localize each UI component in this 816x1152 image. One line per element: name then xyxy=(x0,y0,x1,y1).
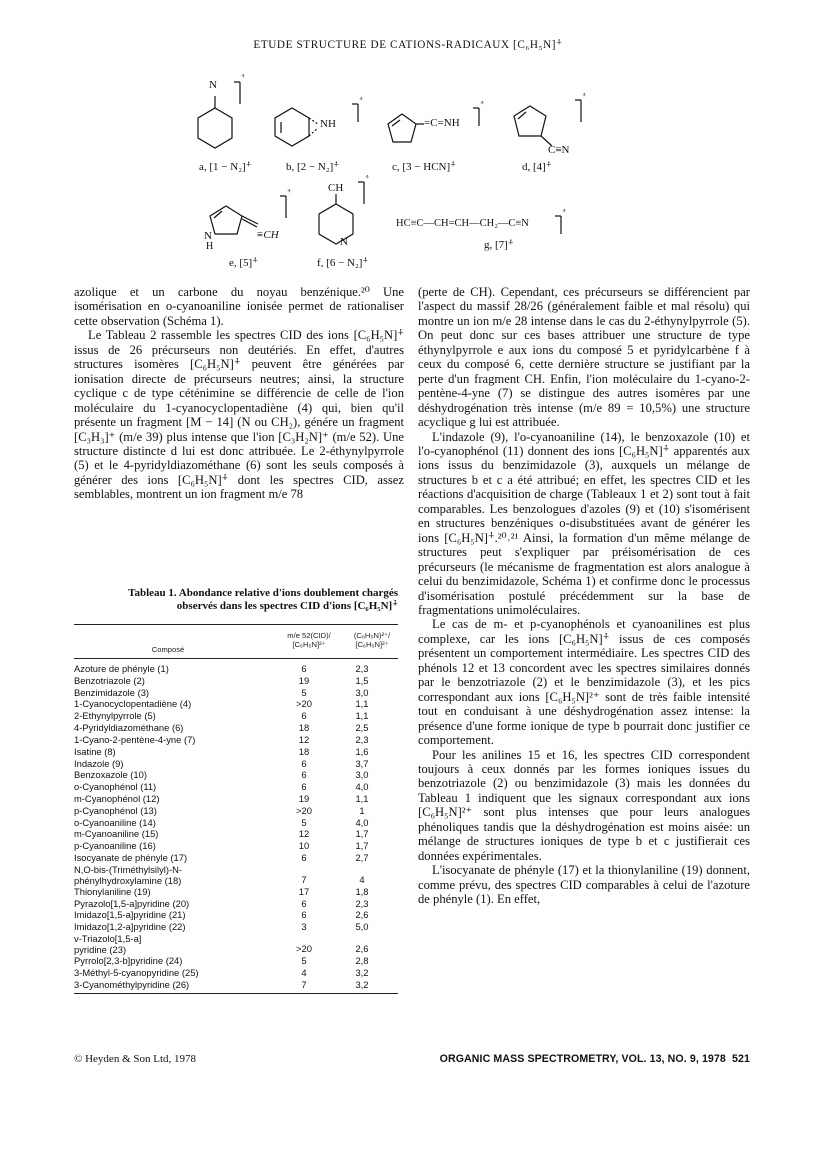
radical-d: ⁺̇ xyxy=(582,92,587,101)
compound-name: Thionylaniline (19) xyxy=(74,885,151,897)
caption-e: e, [5]⁺̇ xyxy=(229,257,259,269)
compound-name: Isocyanate de phényle (17) xyxy=(74,852,188,863)
value-m52-ratio: 6 xyxy=(301,909,307,921)
value-dication-ratio: 3,7 xyxy=(355,757,369,769)
value-m52-ratio: 10 xyxy=(298,840,310,852)
value-m52-ratio: 19 xyxy=(298,792,310,804)
value-m52-ratio: >20 xyxy=(296,698,312,710)
table-row xyxy=(74,817,398,829)
compound-name: v-Triazolo[1,5-a] pyridine (23) xyxy=(74,933,142,956)
right-paragraph-1: (perte de CH). Cependant, ces précurseurs se différencient par l'aspect du massif 28/26 (généralement faible et mal résolu) qui montre un ion m/e 28 intense dans le cas du 2-éthynylpyrrole (5). On peut donc sur ces bases attribuer une structure de type éthynylpyrrole e aux ions du composé 5 et pyridylcarbène f à ceux du composé 6, cette dernière structure se justifiant par la perte d'un fragment CH. Enfin, l'ion moléculaire du 1-cyano-2-pentène-4-yne (7) se distingue des autres isomères par une déshydrogénation très intense (m/e 89 = 10,5%) une structure acyclique g lui est attribuée. xyxy=(418,285,750,430)
value-dication-ratio: 1,1 xyxy=(355,698,369,710)
value-m52-ratio: 5 xyxy=(301,686,307,698)
compound-name: N,O-bis-(Triméthylsilyl)-N- phénylhydroxylamine (18) xyxy=(74,863,182,886)
table-row xyxy=(74,898,398,910)
atom-label-c-cnh: =C=NH xyxy=(424,117,460,129)
compound-name: Imidazo[1,2-a]pyridine (22) xyxy=(74,921,186,933)
value-dication-ratio: 2,6 xyxy=(355,909,369,921)
value-dication-ratio: 2,3 xyxy=(355,897,369,909)
value-m52-ratio: 7 xyxy=(301,873,307,885)
table-row xyxy=(74,687,398,699)
caption-b: b, [2 − N₂]⁺̇ xyxy=(286,161,340,173)
table-title-line2: observés dans les spectres CID d'ions [C₆H₅N]⁺̇ xyxy=(176,600,398,613)
structure-drawings xyxy=(0,68,816,278)
footer-copyright: © Heyden & Son Ltd, 1978 xyxy=(74,1053,197,1065)
table-row xyxy=(74,852,398,864)
table-row xyxy=(74,722,398,734)
value-dication-ratio: 1,7 xyxy=(355,840,369,852)
value-dication-ratio: 3,2 xyxy=(355,966,369,978)
value-m52-ratio: 6 xyxy=(301,757,307,769)
right-paragraph-3: Le cas de m- et p-cyanophénols et cyanoanilines est plus complexe, car les ions [C₆H₅N]⁺̇ issus de ces composés présentent un comportement intermédiaire. Les spectres CID des phénols 12 et 13 concordent avec les spectres similaires donnés par le benzotriazole (2) et le benzimidazole (3), et les pics correspondant aux ions [C₆H₅N]²⁺ sont de très faible intensité tout en conduisant à une déshydrogénation assez intense: la présence d'une forme ionique de type b pourrait donc justifier ce comportement. xyxy=(418,617,750,748)
compound-name: Azoture de phényle (1) xyxy=(74,663,169,674)
table-row xyxy=(74,675,398,687)
compound-name: 3-Cyanométhylpyridine (26) xyxy=(74,978,190,990)
value-m52-ratio: >20 xyxy=(296,804,312,816)
formula-g: HC≡C—CH=CH—CH₂—C≡N xyxy=(396,218,529,229)
radical-c: ⁺̇ xyxy=(480,100,485,109)
table-row xyxy=(74,967,398,979)
value-m52-ratio: 18 xyxy=(298,722,310,734)
right-paragraph-4: Pour les anilines 15 et 16, les spectres CID correspondent toujours à ceux donnés par les formes ioniques issues du benzotriazole (2) ou benzimidazole (3) mais les données du Tableau 1 indiquent que les signaux correspondant aux ions [C₆H₅N]²⁺ sont plus intenses que pour leurs analogues phénoliques tandis que la déshydrogénation est moins aisée: un mélange de structures ioniques de type b et c justifierait ces données expérimentales. xyxy=(418,747,750,863)
table-row xyxy=(74,840,398,852)
structure-d xyxy=(514,100,581,146)
table-header xyxy=(74,625,398,658)
value-dication-ratio: 2,3 xyxy=(355,733,369,745)
table-row xyxy=(74,886,398,898)
table-row xyxy=(74,955,398,967)
right-paragraph-5: L'isocyanate de phényle (17) et la thionylaniline (19) donnent, comme prévu, des spectres CID comparables à celui de l'azoture de phényle (1). En effet, xyxy=(418,863,750,907)
value-m52-ratio: >20 xyxy=(296,943,312,955)
footer-journal-name: ORGANIC MASS SPECTROMETRY, VOL. 13, NO. 9, 1978 xyxy=(439,1053,726,1065)
table-row xyxy=(74,909,398,921)
value-dication-ratio: 2,3 xyxy=(355,663,369,674)
value-m52-ratio: 18 xyxy=(298,745,310,757)
structure-a xyxy=(198,82,240,148)
caption-g: g, [7]⁺̇ xyxy=(484,239,514,251)
table-1 xyxy=(74,624,398,994)
compound-name: m-Cyanophénol (12) xyxy=(74,792,160,804)
value-m52-ratio: 6 xyxy=(301,663,307,674)
table-row xyxy=(74,663,398,675)
table-row xyxy=(74,781,398,793)
table-row xyxy=(74,734,398,746)
value-m52-ratio: 5 xyxy=(301,955,307,967)
value-dication-ratio: 1,7 xyxy=(355,828,369,840)
radical-g: ⁺̇ xyxy=(562,208,567,217)
compound-name: 3-Méthyl-5-cyanopyridine (25) xyxy=(74,966,199,978)
table-row xyxy=(74,758,398,770)
value-dication-ratio: 1 xyxy=(359,804,365,816)
table-row xyxy=(74,921,398,933)
radical-b: ⁺̇ xyxy=(359,96,364,105)
table-row xyxy=(74,933,398,955)
compound-name: m-Cyanoaniline (15) xyxy=(74,828,159,840)
value-m52-ratio: 5 xyxy=(301,816,307,828)
footer-journal xyxy=(440,1053,750,1065)
value-m52-ratio: 19 xyxy=(298,674,310,686)
structure-g xyxy=(555,216,561,234)
value-dication-ratio: 2,5 xyxy=(355,722,369,734)
structure-b xyxy=(275,104,358,146)
value-m52-ratio: 6 xyxy=(301,769,307,781)
value-dication-ratio: 4 xyxy=(359,873,365,885)
value-dication-ratio: 1,5 xyxy=(355,674,369,686)
value-dication-ratio: 4,0 xyxy=(355,816,369,828)
page-number: 521 xyxy=(732,1053,750,1065)
table-row xyxy=(74,793,398,805)
caption-c: c, [3 − HCN]⁺̇ xyxy=(392,161,456,173)
compound-name: Isatine (8) xyxy=(74,745,116,757)
value-dication-ratio: 2,8 xyxy=(355,955,369,967)
atom-label-e-n: N xyxy=(204,230,212,242)
table-body xyxy=(74,659,398,991)
value-dication-ratio: 1,1 xyxy=(355,792,369,804)
right-paragraph-2: L'indazole (9), l'o-cyanoaniline (14), le benzoxazole (10) et l'o-cyanophénol (11) donnent des ions [C₆H₅N]⁺̇ apparentés aux ions issus du benzimidazole (3), auxquels un mélange de structures b et c a été attribué; en effet, les spectres CID et les réactions d'acquisition de charge (Tableaux 1 et 2) sont tout à fait comparables. Les benzologues d'azoles (9) et (10) s'isomérisent en structures benzéniques o-disubstituées avant de générer les ions [C₆H₅N]⁺̇.²⁰˒²¹ Ainsi, la formation d'un même mélange de structures peut s'expliquer par préisomérisation de ces précurseurs (le mécanisme de fragmentation est alors analogue à celui du benzimidazole, Schéma 1) et confirme donc le processus d'isomérisation postulé précédemment sur la base de fragmentations unimoléculaires. xyxy=(418,429,750,617)
caption-a: a, [1 − N₂]⁺̇ xyxy=(199,161,252,173)
col-header-compound: Composé xyxy=(151,645,185,654)
col-header-v1: m/e 52(CID)/ [C₆H₅N]²⁺ xyxy=(287,631,331,649)
radical-e: ⁺̇ xyxy=(287,188,292,197)
compound-name: p-Cyanoaniline (16) xyxy=(74,840,156,852)
right-column xyxy=(418,285,750,906)
table-row xyxy=(74,864,398,886)
compound-name: 2-Ethynylpyrrole (5) xyxy=(74,710,156,722)
atom-label-e-ch: ≡CH xyxy=(256,229,279,241)
atom-label-a-n: N xyxy=(209,79,217,91)
compound-name: Benzoxazole (10) xyxy=(74,769,147,781)
value-m52-ratio: 4 xyxy=(301,966,307,978)
compound-name: 1-Cyanocyclopentadiène (4) xyxy=(74,698,192,710)
compound-name: Pyrazolo[1,5-a]pyridine (20) xyxy=(74,897,190,909)
table-row xyxy=(74,979,398,991)
table-bottom-rule xyxy=(74,993,398,994)
table-title xyxy=(72,587,398,614)
value-dication-ratio: 1,8 xyxy=(355,885,369,897)
table-row xyxy=(74,805,398,817)
value-dication-ratio: 3,0 xyxy=(355,769,369,781)
left-column xyxy=(74,285,404,502)
value-dication-ratio: 1,1 xyxy=(355,710,369,722)
value-m52-ratio: 3 xyxy=(301,921,307,933)
caption-f: f, [6 − N₂]⁺̇ xyxy=(317,257,369,269)
radical-f: ⁺̇ xyxy=(365,174,370,183)
value-dication-ratio: 1,6 xyxy=(355,745,369,757)
atom-label-e-h: H xyxy=(206,241,214,252)
left-paragraph-1: azolique et un carbone du noyau benzénique.²⁰ Une isomérisation en o-cyanoaniline ionisée permet de rationaliser cette observation (Schéma 1). xyxy=(74,285,404,328)
table-row xyxy=(74,769,398,781)
radical-a: ⁺̇ xyxy=(241,73,246,82)
value-m52-ratio: 6 xyxy=(301,781,307,793)
value-dication-ratio: 3,0 xyxy=(355,686,369,698)
atom-label-b-nh: NH xyxy=(320,118,336,130)
atom-label-f-ch: CH xyxy=(328,182,344,194)
table-row xyxy=(74,746,398,758)
running-header: ETUDE STRUCTURE DE CATIONS-RADICAUX [C₆H₅N]⁺̇ xyxy=(253,39,563,51)
compound-name: 1-Cyano-2-pentène-4-yne (7) xyxy=(74,733,196,745)
atom-label-f-n: N xyxy=(340,236,348,248)
table-row xyxy=(74,698,398,710)
compound-name: Benzimidazole (3) xyxy=(74,686,150,698)
col-header-v2: (C₆H₅N)²⁺/ [C₆H₅N]²⁺ xyxy=(353,631,391,649)
compound-name: Imidazo[1,5-a]pyridine (21) xyxy=(74,909,186,921)
value-dication-ratio: 3,2 xyxy=(355,978,369,990)
table-row xyxy=(74,710,398,722)
value-dication-ratio: 2,7 xyxy=(355,852,369,863)
compound-name: 4-Pyridyldiazométhane (6) xyxy=(74,722,184,734)
compound-name: o-Cyanoaniline (14) xyxy=(74,816,156,828)
value-m52-ratio: 6 xyxy=(301,897,307,909)
structure-scheme xyxy=(0,68,816,278)
atom-label-d-cn: C≡N xyxy=(548,144,570,156)
value-m52-ratio: 6 xyxy=(301,852,307,863)
compound-name: Indazole (9) xyxy=(74,757,124,769)
compound-name: Pyrrolo[2,3-b]pyridine (24) xyxy=(74,955,183,967)
compound-name: o-Cyanophénol (11) xyxy=(74,781,157,793)
value-dication-ratio: 2,6 xyxy=(355,943,369,955)
table-row xyxy=(74,828,398,840)
value-dication-ratio: 4,0 xyxy=(355,781,369,793)
table-title-line1: Tableau 1. Abondance relative d'ions doublement chargés xyxy=(128,587,398,599)
left-paragraph-2: Le Tableau 2 rassemble les spectres CID des ions [C₆H₅N]⁺̇ issus de 26 précurseurs non deutériés. En effet, d'autres structures isomères [C₆H₅N]⁺̇ peuvent être générées par ionisation directe de précurseurs neutres; ainsi, la structure cyclique c de type céténimine se différencie de celle de l'ion moléculaire du 1-cyanocyclopentadiène (4) qui, bien qu'il présente un fragment [M − 14] (N ou CH₂), génére un fragment [C₃H₃]⁺ (m/e 39) plus intense que l'ion [C₃H₂N]⁺ (m/e 52). Une structure distincte d lui est donc attribuée. Le 2-éthynylpyrrole (5) et le 4-pyridyldiazométhane (6) sont les seuls composés à générer des ions [C₆H₅N]⁺̇ dont les spectres CID, assez semblables, montrent un ion fragment m/e 78 xyxy=(74,328,404,502)
value-m52-ratio: 12 xyxy=(298,733,310,745)
value-m52-ratio: 6 xyxy=(301,710,307,722)
value-m52-ratio: 12 xyxy=(298,828,310,840)
compound-name: p-Cyanophénol (13) xyxy=(74,804,157,816)
value-dication-ratio: 5,0 xyxy=(355,921,369,933)
value-m52-ratio: 17 xyxy=(298,885,310,897)
compound-name: Benzotriazole (2) xyxy=(74,674,145,686)
caption-d: d, [4]⁺̇ xyxy=(522,161,552,173)
value-m52-ratio: 7 xyxy=(301,978,307,990)
